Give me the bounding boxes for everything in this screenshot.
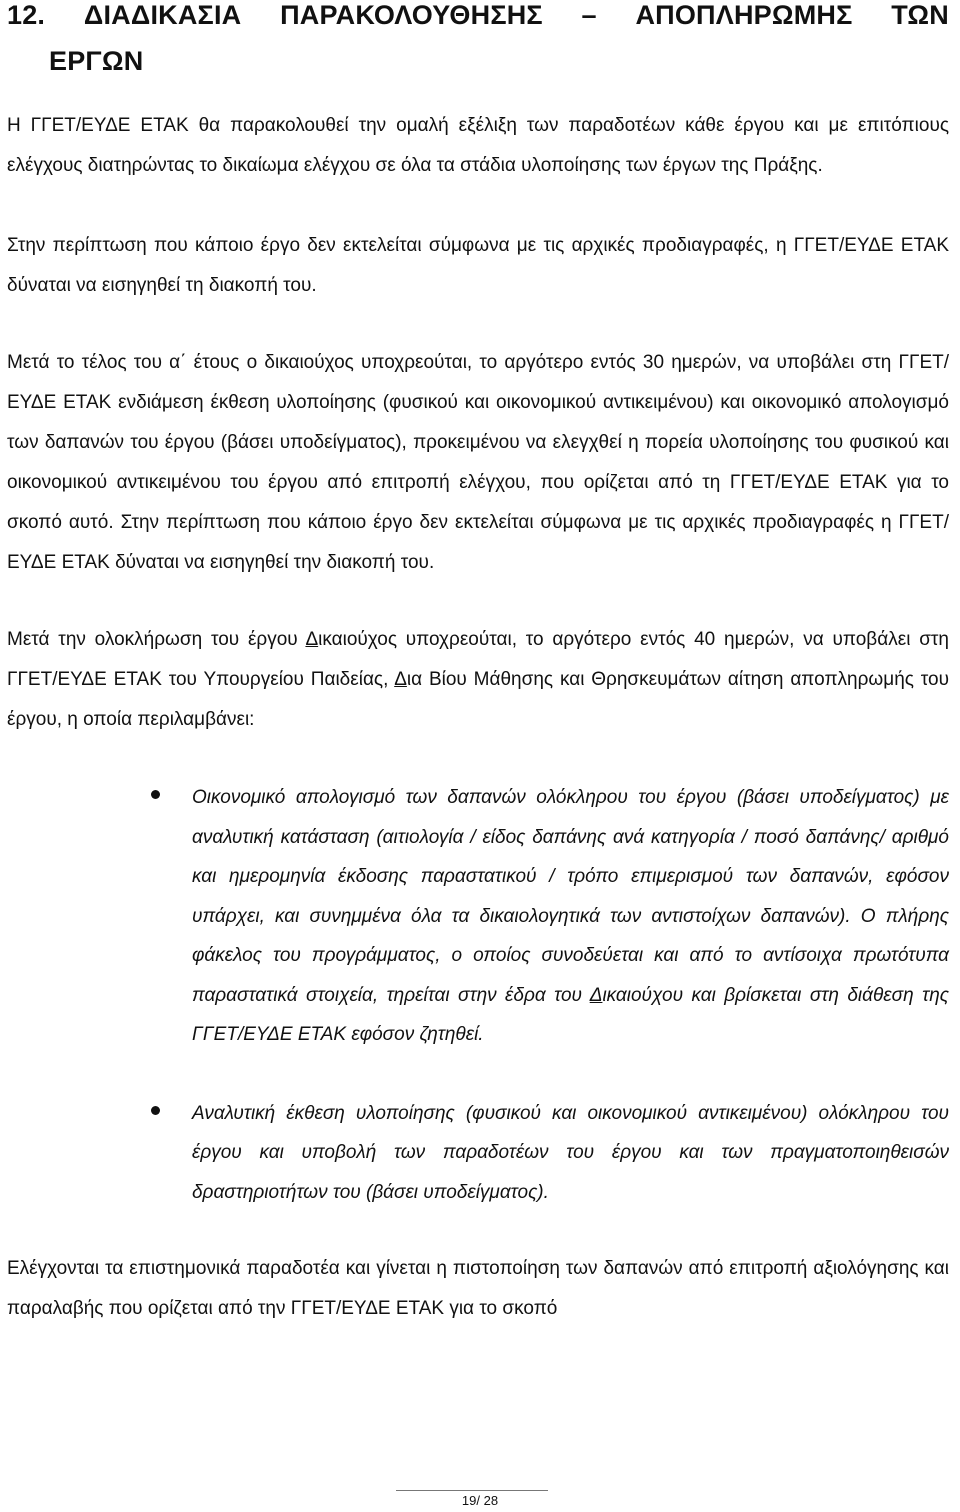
paragraph-certification: Ελέγχονται τα επιστημονικά παραδοτέα και γίνεται η πιστοποίηση των δαπανών από επιτροπή αξιολόγησης και παραλαβής που ορίζεται από την ΓΓΕΤ/ΕΥΔΕ ΕΤΑΚ για το σκοπό: [7, 1258, 949, 1319]
heading-word: ΑΠΟΠΛΗΡΩΜΗΣ: [635, 0, 853, 30]
paragraph-monitoring: Η ΓΓΕΤ/ΕΥΔΕ ΕΤΑΚ θα παρακολουθεί την ομαλή εξέλιξη των παραδοτέων κάθε έργου και με επιτόπιους ελέγχους διατηρώντας το δικαίωμα ελέγχου σε όλα τα στάδια υλοποίησης των έργων της Πράξης.: [7, 115, 949, 176]
section-heading: [7, 0, 949, 78]
heading-word: ΤΩΝ: [891, 0, 949, 30]
heading-number: 12.: [7, 0, 46, 30]
paragraph-termination: Στην περίπτωση που κάποιο έργο δεν εκτελείται σύμφωνα με τις αρχικές προδιαγραφές, η ΓΓΕΤ/ΕΥΔΕ ΕΤΑΚ δύναται να εισηγηθεί τη διακοπή του.: [7, 235, 949, 296]
text-run: ια Βίου Μάθησης και Θρησκευμάτων αίτηση αποπληρωμής του έργου, η οποία περιλαμβάνει:: [7, 669, 949, 730]
document-page: [7, 0, 949, 1329]
text-run: Οικονομικό απολογισμό των δαπανών ολόκληρου του έργου (βάσει υποδείγματος) με αναλυτική κατάσταση (αιτιολογία / είδος δαπάνης ανά κατηγορία / ποσό δαπάνης/ αριθμό και ημερομηνία έκδοσης παραστατικού / τρόπο επιμερισμού των δαπανών, εφόσον υπάρχει, και συνημμένα όλα τα δικαιολογητικά των αντιστοίχων δαπανών). Ο πλήρης φάκελος του προγράμματος, ο οποίος συνοδεύεται και από το αντίσοιχα πρωτότυπα παραστατικά στοιχεία, τηρείται στην έδρα του: [192, 787, 949, 1006]
text-run: ικαιούχος υποχρεούται, το αργότερο εντός 40 ημερών, να υποβάλει στη ΓΓΕΤ/ΕΥΔΕ ΕΤΑΚ του Υπουργείου Παιδείας,: [7, 629, 950, 690]
list-item: [7, 778, 949, 1055]
paragraph-interim-report: Μετά το τέλος του α΄ έτους ο δικαιούχος υποχρεούται, το αργότερο εντός 30 ημερών, να υποβάλει στη ΓΓΕΤ/ΕΥΔΕ ΕΤΑΚ ενδιάμεση έκθεση υλοποίησης (φυσικού και οικονομικού αντικειμένου) και οικονομικό απολογισμό των δαπανών του έργου (βάσει υποδείγματος), προκειμένου να ελεγχθεί η πορεία υλοποίησης του φυσικού και οικονομικού αντικειμένου του έργου από επιτροπή ελέγχου, που ορίζεται από τη ΓΓΕΤ/ΕΥΔΕ ΕΤΑΚ για το σκοπό αυτό. Στην περίπτωση που κάποιο έργο δεν εκτελείται σύμφωνα με τις αρχικές προδιαγραφές η ΓΓΕΤ/ΕΥΔΕ ΕΤΑΚ δύναται να εισηγηθεί την διακοπή του.: [7, 352, 949, 573]
paragraph-final-payment: [7, 620, 949, 740]
text-run-underlined: Δ: [589, 984, 603, 1006]
heading-word: –: [581, 0, 597, 30]
list-item: [7, 1094, 949, 1213]
text-run: ικαιούχου και βρίσκεται στη διάθεση της ΓΓΕΤ/ΕΥΔΕ ΕΤΑΚ εφόσον ζητηθεί.: [192, 984, 949, 1045]
bullet-icon: [151, 1106, 160, 1115]
text-run: Αναλυτική έκθεση υλοποίησης (φυσικού και οικονομικού αντικειμένου) ολόκληρου του έργου και υποβολή των παραδοτέων του έργου και των πραγματοποιηθεισών δραστηριοτήτων του (βάσει υποδείγματος).: [192, 1102, 949, 1203]
text-run-underlined: Δ: [305, 629, 319, 650]
page-number: 19/ 28: [461, 1493, 499, 1508]
requirements-list: [7, 778, 949, 1212]
bullet-icon: [151, 790, 160, 799]
text-run-underlined: Δ: [394, 669, 407, 690]
heading-line-1: [7, 0, 949, 30]
heading-word: ΔΙΑΔΙΚΑΣΙΑ: [83, 0, 242, 30]
heading-line-2: ΕΡΓΩΝ: [49, 46, 144, 76]
text-run: Μετά την ολοκλήρωση του έργου: [7, 629, 306, 650]
heading-word: ΠΑΡΑΚΟΛΟΥΘΗΣΗΣ: [280, 0, 543, 30]
footer-divider: [396, 1490, 548, 1491]
